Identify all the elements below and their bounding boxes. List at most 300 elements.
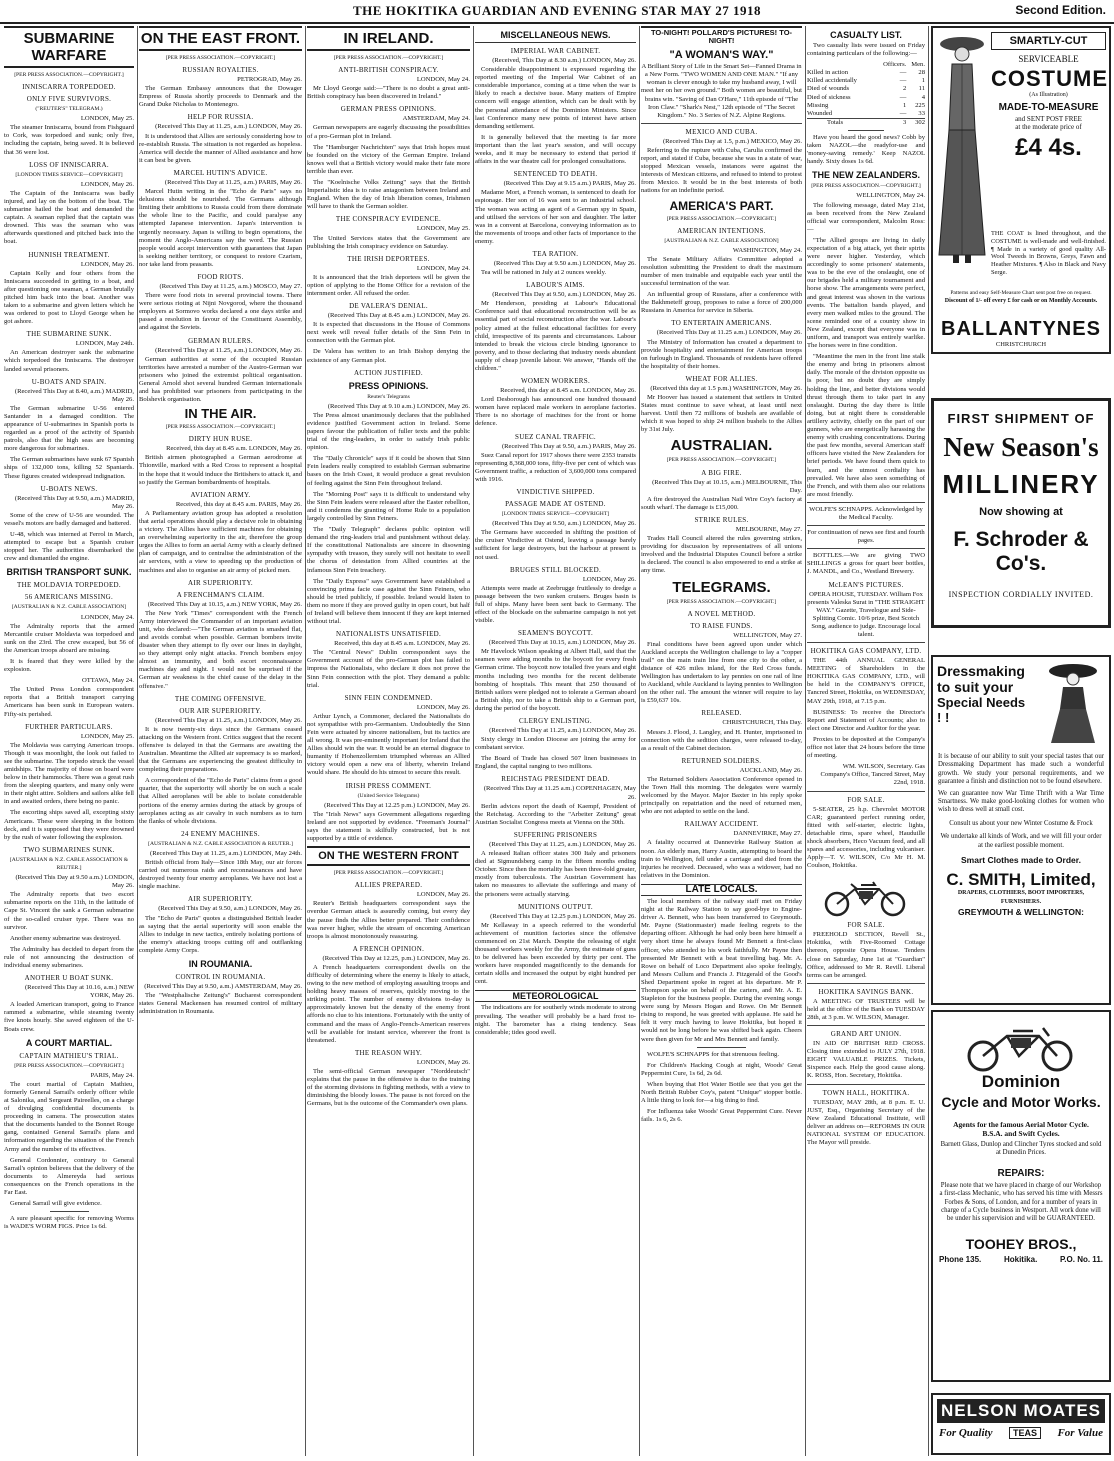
dateline: (Received This Day at 12.25, p.m.) LONDON, May 26. — [322, 954, 470, 962]
dateline: WELLINGTON, May 24. — [856, 192, 925, 200]
subhead: WOMEN WORKERS. — [520, 377, 590, 386]
dateline: (Received This Day at 11.25, a.m.) LONDON, May 24th. — [150, 849, 302, 857]
costume-advertisement — [931, 26, 1111, 354]
subhead: AVIATION ARMY. — [190, 490, 251, 499]
column-1 — [4, 26, 138, 1456]
town-name: Hokitika. — [1003, 1254, 1038, 1264]
dressmaking-body — [938, 753, 1104, 917]
paragraph: Attempts were made at Zeebrugge fruitlessly to dredge a passage between the two sunken cruisers. Bruges basin is full of ships. Many have been sent back to Germany. The effect of the blockade on the submarine campaign is not yet visible. — [475, 584, 636, 625]
headline: CASUALTY LIST. — [830, 30, 902, 40]
table-cell: — — [899, 109, 907, 117]
subhead: A FRENCHMAN'S CLAIM. — [176, 590, 265, 599]
paragraph: Captain Kelly and four others from the Inniscarra succeeded in getting to a boat, and after questioning one seaman, a German brutally pitched him back into the boat. Another was taken to a submarine and given letters which he was ordered to post to Lloyd George when he got ashore. — [4, 269, 134, 326]
subhead: A BIG FIRE. — [701, 468, 742, 477]
dateline: Received, this day at 8.45 a.m. LONDON, May 26. — [334, 640, 470, 648]
subhead: TO ENTERTAIN AMERICANS. — [671, 319, 772, 328]
paragraph: A loaded American transport, going to France rammed a submarine, while steaming twenty five knots hourly. She saved eighteen of the U-Boats crew. — [4, 1001, 134, 1033]
subhead: FOR SALE. — [847, 921, 885, 930]
ad-brand: BALLANTYNES — [941, 318, 1101, 340]
paragraph: The United Press London correspondent reports that a British transport carrying Americans has been sunk in European waters. Fifty-six perished. — [4, 686, 134, 718]
dateline: (Received This Day at 9.15 a.m.) PARIS, May 26. — [503, 180, 636, 188]
subhead: TOWN HALL, HOKITIKA. — [822, 1088, 910, 1097]
ad-title: Cycle and Motor Works. — [941, 1094, 1101, 1110]
subhead: CONTROL IN ROUMANIA. — [175, 972, 266, 981]
headline: ON THE EAST FRONT. — [139, 26, 302, 51]
subhead: ONLY FIVE SURVIVORS. — [26, 95, 112, 104]
paragraph: The "Central News" Dublin correspondent says the Government account of the pro-German plot has failed to impress the Nationalists, who declare it does not prove the Sinn Fein connection with the plot. They demand a public trial. — [307, 649, 470, 689]
table-cell: Totals — [827, 118, 844, 126]
table-total-row — [807, 118, 925, 127]
paragraph: The "Morning Post" says it is difficult to understand why the Sinn Fein leaders were released after the Easter rebellion, and it condemns the granting of Home Rule to a population largely controlled by Sinn Feiners. — [307, 490, 470, 522]
dateline: (Received This Day at 9.50, a.m.) PARIS, May 26. — [501, 442, 636, 450]
costume-figure-icon — [935, 30, 989, 270]
paragraph: Final conditions have been agreed upon under which Auckland accepts the Wellington challenge to lay a "copper trail" on the main train line from one city to the other, a distance of 426 miles inland, for the Red Cross funds. Wellington has undertaken to lay pennies on one rail of line to Auckland, while Auckland is laying pennies to Wellington on the other rail. The amount the winner will require to lay is £59,637 10s. — [641, 640, 802, 705]
paragraph: Tea will be rationed in July at 2 ounces weekly. — [481, 269, 607, 277]
ad-line: Smart Clothes made to Order. — [961, 855, 1081, 866]
table-cell: 225 — [915, 101, 925, 109]
dateline: (Received This Day at 9.10 a.m.) LONDON, May 26. — [327, 402, 470, 410]
byline: [AUSTRALIAN & N.Z. CABLE ASSOCIATION] — [664, 237, 779, 244]
ad-heading: to suit your — [937, 679, 1014, 695]
table-row — [807, 77, 925, 85]
paragraph: A French headquarters correspondent dwells on the difficulty of determining where the enemy is likely to attack, owing to the new method of employing assaulting troops and holding heavy masses of reserves, quickly moving to the striking point. The number of enemy divisions to-day is approximately known but the density of the enemy front affords no clue to his intentions. Fortunately with the unity of command and the mass of Anglo-French-American reserves will be available for instant service, wherever the front is threatened. — [307, 963, 470, 1044]
table-cell: — — [899, 93, 907, 101]
subhead: WHEAT FOR ALLIES. — [685, 374, 758, 383]
paragraph: A fire destroyed the Australian Nail Wire Coy's factory at south wharf. The damage is £15,000. — [641, 495, 802, 511]
subhead: A FRENCH OPINION. — [352, 944, 425, 953]
ad-line: at the moderate price of — [1015, 123, 1082, 131]
paragraph: It is now twenty-six days since the Germans ceased attacking on the Western front. Critics suggest that the recent offensive is delayed in that the Germans are awaiting the Australian. Meantime the Allied air supremacy is so marked, that the Germans are experiencing the greatest difficulty in completing their preparations. — [139, 725, 302, 774]
headline: A COURT MARTIAL. — [25, 1037, 113, 1048]
table-cell: — — [899, 77, 907, 85]
table-row — [807, 102, 925, 110]
table-cell: 3 — [903, 118, 907, 126]
dateline: DANNEVIRKE, May 27. — [733, 830, 802, 838]
paragraph: Messrs J. Flood, J. Langley, and H. Hunter, imprisoned in connection with the sedition charges, were released to-day, as a result of the Cabinet decision. — [641, 728, 802, 752]
byline: [PER PRESS ASSOCIATION.—COPYRIGHT.] — [666, 457, 777, 464]
edition-label: Second Edition. — [1015, 3, 1106, 17]
subhead: HOKITIKA GAS COMPANY, LTD. — [810, 647, 922, 656]
paragraph: Two casualty lists were issued on Friday containing particulars of the following:— — [807, 42, 925, 58]
subhead: TO RAISE FUNDS. — [690, 621, 753, 630]
dateline: LONDON, May 26. — [416, 1058, 470, 1066]
dateline: (Received This Day at 11.25 a.m.) LONDON, May 26. — [656, 329, 802, 337]
paragraph: A fatality occurred at Dannevirke Railway Station at noon. An elderly man, Harry Austin, attempting to board the train to Wellington, fell under a carriage and died from the injuries he received. Deceased, who was a widower, had no relatives in the Dominion. — [641, 839, 802, 879]
paragraph: OPERA HOUSE, TUESDAY. William Fox presents Valeska Surat in "THE STRAIGHT WAY." Gazette, Travelogue and Side-Splitting Comic. 10/6 prize, Best Scotch Song, audience to judge. Encourage local talent. — [807, 590, 925, 638]
subhead: U-BOATS AND SPAIN. — [31, 377, 107, 386]
byline: [PER PRESS ASSOCIATION.—COPYRIGHT.] — [165, 424, 276, 431]
ad-line: DRAPERS, CLOTHIERS, BOOT IMPORTERS, FURNISHERS. — [957, 890, 1085, 905]
ad-price: £4 4s. — [1015, 134, 1082, 161]
dateline: LONDON, May 24. — [80, 613, 134, 621]
paragraph: It is generally believed that the meeting is far more important than the last year's session, and will occupy weeks, and it may be necessary to extend that period if affairs in the war theatre call for prolonged consultations. — [475, 133, 636, 166]
ad-paragraph: Please note that we have placed in charge of our Workshop a first-class Mechanic, who has served his time with Messrs Forbes & Sons, of London, and for a number of years in charge of a Cycle business in Westport. All work done will be under his supervision and will be GUARANTEED. — [939, 1181, 1103, 1223]
ad-brand: NELSON MOATES — [937, 1399, 1105, 1423]
dateline: (Received This Day at 9.50, a.m.) AMSTERDAM, May 26. — [144, 982, 302, 990]
subhead: AIR SUPERIORITY. — [188, 895, 253, 904]
dateline: LONDON, May 24. — [416, 264, 470, 272]
paragraph: Mr Lloyd George said:—"There is no doubt a great anti-British conspiracy has been discovered in Ireland." — [307, 85, 470, 101]
dateline: WELLINGTON, May 27. — [733, 631, 802, 639]
dateline: (Received This Day at 10.15, a.m.) LONDON, May 26. — [488, 639, 636, 647]
paragraph: It is announced that the Irish deportees will be given the option of applying to the Home Office for a revision of the internment order. All refused the order. — [307, 273, 470, 297]
paragraph: De Valera has written to an Irish Bishop denying the existence of any German plot. — [307, 348, 470, 364]
headline: AMERICA'S PART. — [669, 198, 774, 213]
byline: [PER PRESS ASSOCIATION.—COPYRIGHT.] — [14, 72, 124, 78]
dateline: LONDON, May 26. — [80, 260, 134, 268]
subhead: GERMAN PRESS OPINIONS. — [340, 105, 437, 114]
paragraph: German newspapers are eagerly discussing the possibilities of a pro-German plot in Ireland. — [307, 124, 470, 140]
table-cell: Missing — [807, 101, 829, 109]
paragraph: Mr Havelock Wilson speaking at Albert Hall, said that the seamen were adding months to the boycott for every fresh German crime. The boycott now totalled five years and eight months including two months for the recent deliberate bombing of hospitals. This meant that 250 thousand of British sailors were pledged not to tolerate a German aboard a British ship, nor to take a British ship to a German port, during the period of the boycott. — [475, 648, 636, 712]
headline: IN ROUMANIA. — [188, 958, 253, 969]
paragraph: The Captain of the Inniscarra was badly injured, and lay on the bottom of the boat. The submarine hailed the boat and demanded the captain. A seaman replied that the captain was drowned. This was the seaman who was afterwards questioned and pitched back into the boat. — [4, 189, 134, 246]
dateline: (Received This Day at 11.25, a.m.) MOSCO, May 27. — [159, 282, 302, 290]
paragraph: "The Allied groups are living in daily expectation of a big attack, yet their spirits were never higher. Yesterday, which accordingly to some prisoners' statements, was to be the eve of the onslaught, one of our brigades held a military tournament and horse show. The arrangements were perfect, and great interest was shown in the various events. The battalion bands played, and every men walked miles to the ground. The scene reminded one of a country show in New Zealand, except that everyone was in uniform, and transport was entirely warlike. The horses were in fine condition. — [807, 236, 925, 350]
ad-paragraph: We undertake all kinds of Work, and we will fill your order at the earliest possible moment. — [940, 833, 1102, 849]
dateline: LONDON, May 26. — [416, 703, 470, 711]
dateline: (Received This Day at 9.50, a.m.) LONDON, May 26. — [492, 291, 636, 299]
subhead: SUFFERING PRISONERS — [513, 830, 598, 839]
paragraph: The Admiralty reports that two escort submarine reports on the 11th, in the latitude of Cape St. Vincent the sank a German submarine of the so-called cruiser type. There was no survivor. — [4, 891, 134, 931]
ad-paragraph: We can guarantee now War Time Thrift with a War Time Smartness. We make good-looking clothes for women who wish to dress well at small cost. — [938, 789, 1104, 814]
paragraph: Suez Canal report for 1917 shows there were 2353 transits representing 8,368,000 tons, fifty-five per cent of which was Government traffic, a reduction of 3,600,000 tons compared with 1916. — [475, 451, 636, 483]
dateline: LONDON, May 24. — [416, 76, 470, 84]
byline: [LONDON TIMES SERVICE—COPYRIGHT] — [501, 511, 610, 518]
paragraph: The escorting ships saved all, excepting sixty Americans. These were sleeping in the bottom deck, and it is supposed that they were drowned by the rush of water following the explosion. — [4, 809, 134, 841]
dateline: LONDON, May 25. — [80, 115, 134, 123]
paragraph: "Meantime the men in the front line stalk the enemy and bring in prisoners almost daily. The morale of the division opposite us is poor, but no doubt they are simply holding the line, and better divisions would thrust through them to take part in any onslaught. During the day there is little doing, but at night there is considerable artillery activity, chiefly on the part of our gunners, who are energetically harassing the enemy with crushing concentrations. During the past few months, several American staff officers have visited the New Zealanders for brief periods. We have found them quick to learn, and the utmost cordiality has prevailed. We have also seen something of the French, and with them also our relations are most friendly. — [807, 353, 925, 498]
paragraph: When buying that Hot Water Bottle see that you get the North British Rubber Coy's, patent "Unique" stopper bottle. A little thing to look for—a big thing to find. — [641, 1080, 802, 1105]
paragraph: For Influenza take Woods' Great Peppermint Cure. Never fails. 1s 6, 2s 6. — [641, 1108, 802, 1124]
dateline: Received, this day at 8.45 a.m. PARIS, May 26. — [175, 500, 302, 508]
millinery-advertisement — [931, 398, 1111, 628]
paragraph: IN AID OF BRITISH RED CROSS. Closing time extended to JULY 27th, 1918. EIGHT VALUABLE PRIZES. Tickets, Sixpence each. Help the good cause along. K. ROSS, Hon. Secretary, Hokitika. — [807, 1040, 925, 1080]
column-2 — [139, 26, 306, 1456]
subhead: 24 ENEMY MACHINES. — [181, 829, 260, 838]
ad-line: For Quality — [939, 1427, 993, 1439]
subhead: SEAMEN'S BOYCOTT. — [517, 629, 594, 638]
column-3 — [307, 26, 474, 1456]
dateline: (Received This Day at 10.16, a.m.) NEW YORK, May 26. — [24, 984, 134, 1000]
subhead: DIRTY HUN RUSE. — [188, 435, 253, 444]
table-cell: 4 — [921, 93, 925, 101]
paragraph: Arthur Lynch, a Commoner, declared the Nationalists do not sympathise with pro-Germanism. Undoubtedly the Sinn Fein were actuated by sincere nationalism, but its tactics are all wrong. It was pre-eminently important for Ireland that the Allies should win the war. It would be an eternal disgrace to humanity if Hohenzollernism triumphed whereas an Allied victory would open a new era of liberty, wherein Ireland would share. He should do his utmost to secure this result. — [307, 712, 470, 777]
ad-heading: REPAIRS: — [997, 1167, 1045, 1179]
paragraph: The court martial of Captain Mathieu, formerly General Sarrail's orderly officer while at Salonika, and Sergeant Paireelles, on a charge of divulging confidential documents is proceeding in camera. The prosecution states that the documents handed to the Bonnet Rouge gang, contained General Sarrail's plans and information regarding the situation of the French Army and the number of its effectives. — [4, 1080, 134, 1153]
byline: ("REUTER'S" TELEGRAM.) — [35, 106, 103, 113]
dateline: (Received This Day at 9.50 a.m.) LONDON, May 26. — [493, 259, 636, 267]
headline: "A WOMAN'S WAY." — [669, 49, 774, 62]
subhead: THE COMING OFFENSIVE. — [174, 694, 267, 703]
paragraph: FREEHOLD SECTION, Revell St., Hokitika, with Five-Roomed Cottage thereon, opposite Opera House. Tenders close on Saturday, June 1st at "Guardian" Office, addressed to Mr R. Revill. Liberal terms can be arranged. — [807, 931, 925, 979]
contact-line — [939, 1255, 1103, 1264]
paragraph: WOLFE'S SCHNAPPS. Acknowledged by the Medical Faculty. — [809, 505, 923, 521]
dateline: AUCKLAND, May 26. — [739, 766, 802, 774]
subhead: A NOVEL METHOD. — [687, 609, 756, 618]
ad-paragraph: Barnett Glass, Dunlop and Clincher Tyres stocked and sold at Dunedin Prices. — [940, 1141, 1102, 1157]
subhead: INNISCARRA TORPEDOED. — [22, 83, 116, 92]
dateline: LONDON, May 26. — [416, 891, 470, 899]
table-cell: Died of wounds — [807, 85, 850, 93]
subhead: MEXICO AND CUBA. — [685, 127, 758, 136]
dateline: MELBOURNE, May 27. — [735, 525, 802, 533]
dateline: LONDON, May 26. — [582, 575, 636, 583]
dateline: (Received This Day at 12.25 p.m.) LONDON, May 26. — [490, 912, 636, 920]
phone-number: Phone 135. — [939, 1254, 982, 1264]
paragraph: A Parliamentary aviation group has adopted a resolution that aerial operations should play a decisive role in obtaining a victory. The Allies have sufficient machines for obtaining an overwhelming superiority in the air, therefore the group urges the Allies to form an aerial Army with a clearly defined plan of campaign, and to centralise the administration of the air services, with a view to speeding up the production of machines and also to organise an air army of picked men. — [139, 509, 302, 574]
dateline: (Received This Day at 10.15, a.m.) MELBOURNE, This Day. — [652, 478, 802, 494]
headline: AUSTRALIAN. — [670, 437, 773, 455]
ad-line: (As Illustration) — [1029, 92, 1068, 98]
subhead: REICHSTAG PRESIDENT DEAD. — [501, 775, 610, 784]
column-4 — [475, 26, 640, 1456]
ad-paragraph: Consult us about your new Winter Costume & Frock — [949, 819, 1093, 827]
paragraph: The German submarines have sunk 67 Spanish ships of 132,000 tons, killing 52 Spaniards. These figures created widespread indignation. — [4, 456, 134, 480]
headline: PRESS OPINIONS. — [348, 380, 429, 391]
headline: ON THE WESTERN FRONT — [307, 846, 470, 866]
ad-line: Now showing at — [979, 506, 1063, 518]
ad-heading: Dressmaking — [937, 663, 1025, 679]
paragraph: Referring to the rupture with Cuba, Carulia confirmed the report, and stated if Cuba, because she was in a state of war, stopped Mexican vessels, instances were against the interests of Mexican citizens, and refused to intend to protest from Mexico. It would be in the best interests of both nations for an indefinite period. — [641, 146, 802, 195]
dateline: PARIS, May 24. — [90, 1071, 134, 1079]
paragraph: Lord Desborough has announced one hundred thousand women have replaced male workers in aeroplane factories. There is no shortage of machines for the front or home defence. — [475, 396, 636, 428]
byline: [AUSTRALIAN & N.Z. CABLE ASSOCIATION] — [11, 604, 127, 611]
byline: [PER PRESS ASSOCIATION.—COPYRIGHT.] — [165, 55, 276, 61]
ad-title: New Season's — [943, 432, 1099, 462]
headline: MISCELLANEOUS NEWS. — [475, 30, 636, 43]
paragraph: BUSINESS: To receive the Director's Report and Statement of Accounts; also to elect one Director and Auditor for the year. — [807, 708, 925, 732]
subhead: RETURNED SOLDIERS. — [681, 756, 762, 765]
ad-line: SERVICEABLE — [1018, 54, 1079, 64]
paragraph: The "Hamburger Nachrichten" says that Irish hopes must be founded on the victory of the German Empire. Ireland knows well that a British victory would make their fate more terrible than ever. — [307, 143, 470, 175]
byline: Reuter's Telegrams — [367, 393, 410, 400]
paragraph: WM. WILSON, Secretary. Gas Company's Office, Tancred Street, May 22nd, 1918. — [820, 763, 925, 787]
paragraph: The Board of Trade has closed 507 linen businesses in England, the capital ranging to two millions. — [475, 755, 636, 771]
woman-figure-illustration — [935, 30, 989, 270]
paragraph: The local members of the railway staff met on Friday night at the Railway Station to say good-bye to Engine-driver A. Bennett, who has been transferred to Greymouth. Mr. Payne (Stationmaster) made feeling regrets to the departing officer. Although he had only been here himself a very short time he always found Mr Bennett a first-class officer, who attended to his work faithfully. Mr Payne then presented Mr Bennett with a beat travelling bag. Mr. A. Rowe on behalf of Loco Department also spoke feelingly, and Messrs Cullum and Francis J. Fitzgerald of the Good's Shed Department spoke in regret at his departure. Mr P. Thompson spoke on behalf of the carters, and Mr. A. E. Stapleton for the business people. During the evening songs were sung by Messrs Hogan and Rowe. On Mr Bennett rising to respond, he was greeted with applause. He said he felt it very much having to leave Hokitika, but hoped it would not be long before he was shifted back again. Cheers were then given for Mr and Mrs Bennett and family. — [641, 897, 802, 1043]
paragraph: The "Daily Express" says Government have established a convincing prima facie case against the Sinn Feiners, who should be tried publicly, if possible. Ireland would listen to them no more if they are proved guilty in open court, but half of Ireland will believe them innocent if they are kept interned without trial. — [307, 577, 470, 626]
dateline: (Received This Day at 1.5, p.m.) MEXICO, May 26. — [662, 137, 802, 145]
ad-paragraph: THE COAT is lined throughout, and the COSTUME is well-made and well-finished. ¶ Made in a variety of good quality All-Wool Tweeds in Browns, Greys, Fawn and Heather Mixtures. ¶ Also in Black and Navy Serge. — [991, 230, 1106, 276]
paragraph: The Germans have succeeded in shifting the position of the cruiser Vindictive at Ostend, leaving a passage barely sufficient for large destroyers, but the harbour at present is not used. — [475, 529, 636, 561]
paragraph: An influential group of Russians, after a conference with the Bakhmeteff group, proposes to raise a force of 200,000 Russians in America for service in Siberia. — [641, 291, 802, 315]
dress-figure-icon — [1043, 661, 1103, 745]
dateline: (Received This Day at 11.25, a.m.) LONDON, May 26. — [155, 716, 302, 724]
dateline: (Received This Day at 11.25, a.m.) LONDON, May 26. — [489, 840, 636, 848]
paragraph: BOTTLES.—We are giving TWO SHILLINGS a gross for quart beer bottles, J. MANDL, and Co., Westland Brewery. — [807, 552, 925, 576]
headline: SUBMARINE WARFARE — [4, 26, 134, 68]
dateline: LONDON, May 25. — [80, 732, 134, 740]
subhead: ACTION JUSTIFIED. — [354, 368, 423, 377]
paragraph: The "Irish News" says Government allegations regarding Ireland are not supported by evidence. "Freeman's Journal" says the statement is skilfully constructed, but is not supported by a tittle of evidence. — [307, 810, 470, 843]
ad-title: Dominion — [981, 1072, 1061, 1091]
dateline: WASHINGTON, May 24. — [732, 246, 802, 254]
subhead: ANOTHER U BOAT SUNK. — [24, 974, 114, 983]
subhead: THE IRISH DEPORTEES. — [347, 254, 430, 263]
subhead: THE SUBMARINE SUNK. — [26, 330, 112, 339]
masthead-title: THE HOKITIKA GUARDIAN AND EVENING STAR MAY 27 1918 — [352, 3, 762, 18]
paragraph: It is understood that Allies are seriously considering how to re-establish Russia. The situation is not regarded as hopeless. America will decide the manner of Allied assistance and how it can best be given. — [139, 132, 302, 164]
dateline: LONDON, May 25. — [416, 225, 470, 233]
subhead: McLEAN'S PICTURES. — [828, 580, 904, 589]
subhead: U-BOATS NEWS. — [40, 484, 98, 493]
dateline: (Received This Day at 12.25 p.m.) LONDON, May 26. — [324, 801, 470, 809]
paragraph: An American destroyer sank the submarine which torpedoed the Inniscarra. The destroyer landed several prisoners. — [4, 349, 134, 373]
byline: (United Service Telegrams) — [357, 792, 420, 799]
table-cell: 28 — [918, 69, 925, 77]
subhead: ANTI-BRITISH CONSPIRACY. — [338, 66, 439, 75]
table-cell: 2 — [903, 85, 907, 93]
paragraph: The New York "Times" correspondent with the French Army interviewed the Commander of an important aviation unit, who declared:—"The German aviation is smashed flat, and avoids combat when possible. German bombers invite disaster when they attempt to fly over our lines in daylight, so they attempt only night attacks. French bombers enjoy almost an immunity, and both escort reconnaissance machines day and night. I would not be surprised if the German air weakness is the chief cause of the delay in the offensive." — [139, 609, 302, 690]
dateline: AMSTERDAM, May 24. — [402, 115, 470, 123]
subhead: VINDICTIVE SHIPPED. — [516, 488, 595, 497]
subhead: LOSS OF INNISCARRA. — [29, 160, 109, 169]
dateline: (Received This Day at 9.50, a.m.) LONDON, May 26. — [492, 520, 636, 528]
paragraph: The "Westphalische Zeitung's" Bucharest correspondent states General Mackensen has resumed control of military administration in Roumania. — [139, 992, 302, 1016]
dateline: LONDON, May 24th. — [75, 340, 134, 348]
subhead: AIR SUPERIORITY. — [188, 578, 253, 587]
paragraph: Another enemy submarine was destroyed. — [10, 934, 121, 942]
subhead: HOKITIKA SAVINGS BANK. — [818, 987, 914, 996]
table-row — [807, 69, 925, 77]
ad-brand: F. Schroder & Co's. — [953, 528, 1089, 575]
table-cell: Wounded — [807, 109, 833, 117]
paragraph: 5-SEATER, 25 h.p. Chevrolet MOTOR CAR; guaranteed perfect running order, fitted with self-starter, electric lights, detachable rims, spare wheel, Hauduille shock absorbers, Heco Vacuum feed, and all spares and accessories, including vulcaniser. Apply—T. V. WILSON, C/o Mr H. M. Coulson, Hokitika. — [807, 805, 925, 870]
subhead: MUNITIONS OUTPUT. — [518, 902, 593, 911]
paragraph: The Ministry of Information has created a department to provide hospitality and entertainment for American troops on furlough in England. Thousands of residents have offered the hospitality of their homes. — [641, 338, 802, 370]
paragraph: General Sarrail will give evidence. — [10, 1200, 102, 1208]
paragraph: Proxies to be deposited at the Company's office not later that 24 hours before the time of meeting. — [807, 735, 925, 760]
table-cell: — — [899, 69, 907, 77]
paragraph: It is feared that they were killed by the explosion. — [4, 657, 134, 674]
paragraph: TUESDAY, MAY 28th, at 8 p.m. E. U. JUST, Esq., Organising Secretary of the New Zealand Educational Institute, will deliver an address on—REFORMS IN OUR NATIONAL SYSTEM OF EDUCATION. The Mayor will preside. — [807, 1098, 925, 1147]
paragraph: Have you heard the good news? Cobb by taken NAZOL—the readyfor-use and 'money-saving remedy.' Keep NAZOL handy. Sixty doses 1s 6d. — [807, 133, 925, 166]
dateline: (Received This Day at 11.25, a.m.) LONDON, May 26. — [489, 727, 636, 734]
paragraph: The "Daily Chronicle" says if it could be shown that Sinn Fein leaders really conspired to establish German submarine bases on the Irish Coast, it would produce a great revulsion of feeling against the Sinn Fein throughout Ireland. — [307, 455, 470, 487]
headline: IN THE AIR. — [184, 406, 257, 422]
headline: IN IRELAND. — [307, 26, 470, 51]
headline: LATE LOCALS. — [641, 884, 802, 896]
paragraph: It is expected that discussions in the House of Commons next week will reveal fuller details of the Sinn Fein in connection with the German plot. — [307, 321, 470, 345]
ad-title: MILLINERY — [942, 469, 1100, 499]
paragraph: WOLFE'S SCHNAPPS for that strenuous feeling. — [647, 1050, 779, 1058]
costume-ad-text — [991, 32, 1106, 162]
paragraph: The United Services states that the Government are publishing the Irish conspiracy evidence on Saturday. — [307, 234, 470, 250]
paragraph: A Brilliant Story of Life in the Smart Set—Fanned Drama in a New Form. "TWO WOMEN AND ONE MAN." "If any woman is clever enough to take my husband away, I will meet her on her own ground." Both women are beautiful, but brains win. "Saving of Dan O'Hare," 11th episode of "The Iron Claw." "Shark's Nest," 12th episode of "The Secret Kingdom." No. 3 Series of N.Z. Alpine Regions. — [641, 63, 802, 119]
subhead: RUSSIAN ROYALTIES. — [182, 66, 259, 75]
subhead: SENTENCED TO DEATH. — [513, 170, 598, 179]
subhead: FURTHER PARTICULARS. — [25, 722, 113, 731]
paragraph: A correspondent of the "Echo de Paris" claims from a good quarter, that the superiority will shortly be on such a scale that Allied aeroplanes will be able to isolate considerable portions of the enemy armies during the attack by groups of aeroplanes acting as air cavalry in such numbers as to turn the flanks of whole divisions. — [139, 777, 302, 825]
subhead: FOOD RIOTS. — [197, 272, 244, 281]
paragraph: THE 44th ANNUAL GENERAL MEETING of Shareholders in the HOKITIKA GAS COMPANY, LTD., will be held in the COMPANY'S OFFICE, Tancred Street, Hokitika, on WEDNESDAY, MAY 29th, 1918, at 7.15 p.m. — [807, 657, 925, 705]
table-cell: Killed accidentally — [807, 77, 857, 85]
paragraph: General Cordonnier, contrary to General Sarrail's opinion believes that the delivery of the documents to Almereyda had serious consequences on the French operations in the Far East. — [4, 1156, 134, 1197]
subhead: FOR SALE. — [847, 795, 885, 804]
dateline: Received, this day at 8.45 a.m. LONDON, May 26. — [166, 445, 302, 453]
ad-line: INSPECTION CORDIALLY INVITED. — [948, 590, 1094, 599]
headline: BRITISH TRANSPORT SUNK. — [6, 567, 132, 578]
subhead: OUR AIR SUPERIORITY. — [179, 706, 262, 715]
ad-heading: SMARTLY-CUT — [991, 32, 1106, 50]
paragraph: U-48, which was interned at Ferrol in March, attempted to escape but a Spanish cruiser stopped her. The authorities disembarked the crew and dismantled the engine. — [4, 531, 134, 563]
subhead: HELP FOR RUSSIA. — [187, 113, 254, 122]
ad-brand: C. SMITH, Limited, — [946, 870, 1096, 890]
paragraph: British airmen photographed a German aerodrome at Thionville, marked with a Red Cross to represent a hospital in the hope that it would induce the Britishers to attack it, and so justify the German bombardments of hospitals. — [139, 454, 302, 486]
table-row — [807, 110, 925, 119]
headline: METEOROLOGICAL — [475, 990, 636, 1002]
subhead: PASSAGE MADE AT OSTEND. — [505, 500, 606, 509]
paragraph: The following message, dated May 21st, as been received from the New Zealand official war correspondent, Malcolm Ross:— — [807, 201, 925, 233]
dateline: Received, this day at 8.45 a.m. LONDON, May 26. — [500, 387, 636, 395]
paragraph: Mr Kellaway in a speech referred to the wonderful achievement of munition factories since the offensive commenced on 21st March. Despite the releasing of eight thousand workers weekly for the Army, the estimate of guns to be delivered has been exceeded by thirty per cent. The workers have responded magnificently to the demands for certain skills and increased the output by eight hundred per cent. — [475, 921, 636, 986]
ad-line: MADE-TO-MEASURE — [998, 102, 1099, 113]
dressmaking-heading — [937, 663, 1033, 725]
ad-line: For Value — [1057, 1427, 1103, 1439]
cycle-works-advertisement — [931, 1010, 1111, 1382]
subhead: GRAND ART UNION. — [830, 1030, 902, 1039]
ad-paragraph: It is because of our ability to suit your special tastes that our Dressmaking Department has made such a wonderful growth. We study your personal requirements, and we guarantee a finish and distinction not to be found elsewhere. — [938, 753, 1104, 786]
motor-cycle-illustration — [961, 1018, 1081, 1072]
dateline: CHRISTCHURCH, This Day. — [722, 719, 802, 727]
paragraph: There were food riots in several provincial towns. There were serious rioting at Nijni Novgorod, where the thousand employers at Sormovo works declared a one days strike and passed a resolution in favour of the Constituent Assembly, and against the Soviets. — [139, 292, 302, 332]
byline: [PER PRESS ASSOCIATION.—COPYRIGHT.] — [811, 183, 921, 190]
po-box: P.O. No. 11. — [1060, 1254, 1103, 1264]
paragraph: The Moldavia was carrying American troops. Though it was moonlight, the look out failed to see the submarine. The torpedo struck the vessel amidships. The majority of those on board were below in their hammocks. There was a great rush from the sleeping quarters, and many only were in their night attire. Soldiers and sailors alike fell in and awaited orders, there being no panic. — [4, 741, 134, 806]
subhead: SUEZ CANAL TRAFFIC. — [515, 432, 596, 441]
paragraph: The semi-official German newspaper "Norddeutsch" explains that the pause in the offensive is due to the training of the storming divisions in fighting methods, with a view to diminishing the bloody losses. The pause is not forced on the Germans, but is the outcome of the Commander's own plans. — [307, 1067, 470, 1108]
subhead: DE VALERA'S DENIAL. — [349, 302, 428, 311]
paragraph: German authorities at some of the occupied Russian territories have arrested a number of the Austro-German war prisoners who joined the extremist political organisation. General Arnold shot several hundred German internationals and has prohibited war prisoners from participating in the Bolshevik organisation. — [139, 355, 302, 404]
subhead: CLERGY ENLISTING. — [519, 717, 592, 725]
motorcycle-illustration — [821, 873, 911, 917]
subhead: SINN FEIN CONDEMNED. — [344, 693, 433, 702]
paragraph: The "Koelnische Volks Zeitung" says that the British Imperialistic idea is to raise antagonism between Ireland and England. When the day of Irish liberation comes, Irishmen will have to thank the German soldier. — [307, 179, 470, 211]
dateline: (Received This Day at 11.25, a.m.) LONDON, May 26. — [155, 346, 302, 354]
dress-figure-illustration — [1043, 661, 1103, 745]
ad-title: COSTUME — [991, 66, 1108, 91]
paragraph: For continuation of news see first and fourth pages. — [807, 529, 925, 545]
subhead: 56 AMERICANS MISSING. — [24, 593, 114, 602]
headline: TELEGRAMS. — [672, 578, 771, 596]
paragraph: The Admiralty reports that the armed Mercantile cruiser Moldavia was torpedoed and sunk on the 23rd. The crew escaped, but 56 of the American troops aboard are missing. — [4, 622, 134, 654]
dateline: LONDON, May 26. — [80, 180, 134, 188]
paragraph: Sixty clergy in London Diocese are joining the army for combatant service. — [475, 736, 636, 752]
ad-heading: FIRST SHIPMENT OF — [947, 411, 1095, 426]
dateline: (Received This Day at 9.50, a.m.) LONDON, May 26. — [158, 905, 302, 913]
dateline: (Received This Day at 8.40, a.m.) MADRID, May 26. — [14, 387, 134, 403]
nelson-moates-advertisement — [931, 1393, 1111, 1455]
subhead: GERMAN RULERS. — [188, 336, 253, 345]
table-cell — [807, 61, 875, 69]
byline: [PER PRESS ASSOCIATION.—COPYRIGHT.] — [666, 598, 777, 605]
headline: THE NEW ZEALANDERS. — [812, 170, 920, 181]
ad-paragraph: Patterns and easy Self-Measure Chart sent post free on request. — [950, 290, 1092, 296]
table-row — [807, 85, 925, 93]
table-cell: Killed in action — [807, 69, 849, 77]
subhead: LABOUR'S AIMS. — [526, 281, 585, 290]
dateline: (Received this day at 1.5 p.m.) WASHINGTON, May 26. — [650, 384, 802, 392]
subhead: THE MOLDAVIA TORPEDOED. — [17, 581, 121, 590]
paragraph: Mr Hoover has issued a statement that settlers in United States must continue to save wheat, at least until next harvest. Until then 72 millions of bushels are available of which it was hoped to ship 24 million bushels to the Allies by 31st July. — [641, 394, 802, 434]
paragraph: Marcel Hutin writing in the "Echo de Paris" says no delusions should be nourished. The Germans although limiting their ambitions to Russia could from there dominate the whole line to the Pacific, and could paralyse any attempted Japanese intervention. Japan's intervention is urgently necessary. Japan is willing to begin operations, the moment the Anglo-Americans say the word. The Russian people would accept intervention with guarantees that Japan is seeking neither territory, or conquest to restore Czarism, nor take land from peasants. — [139, 188, 302, 268]
paragraph: A sure pleasant specific for removing Worms is WADE'S WORM FIGS. Price 1s 6d. — [4, 1215, 134, 1231]
table-cell: 1 — [921, 77, 925, 85]
ad-line: GREYMOUTH & WELLINGTON: — [958, 907, 1084, 918]
subhead: THE CONSPIRACY EVIDENCE. — [335, 215, 442, 224]
subhead: TEA RATION. — [532, 249, 579, 258]
